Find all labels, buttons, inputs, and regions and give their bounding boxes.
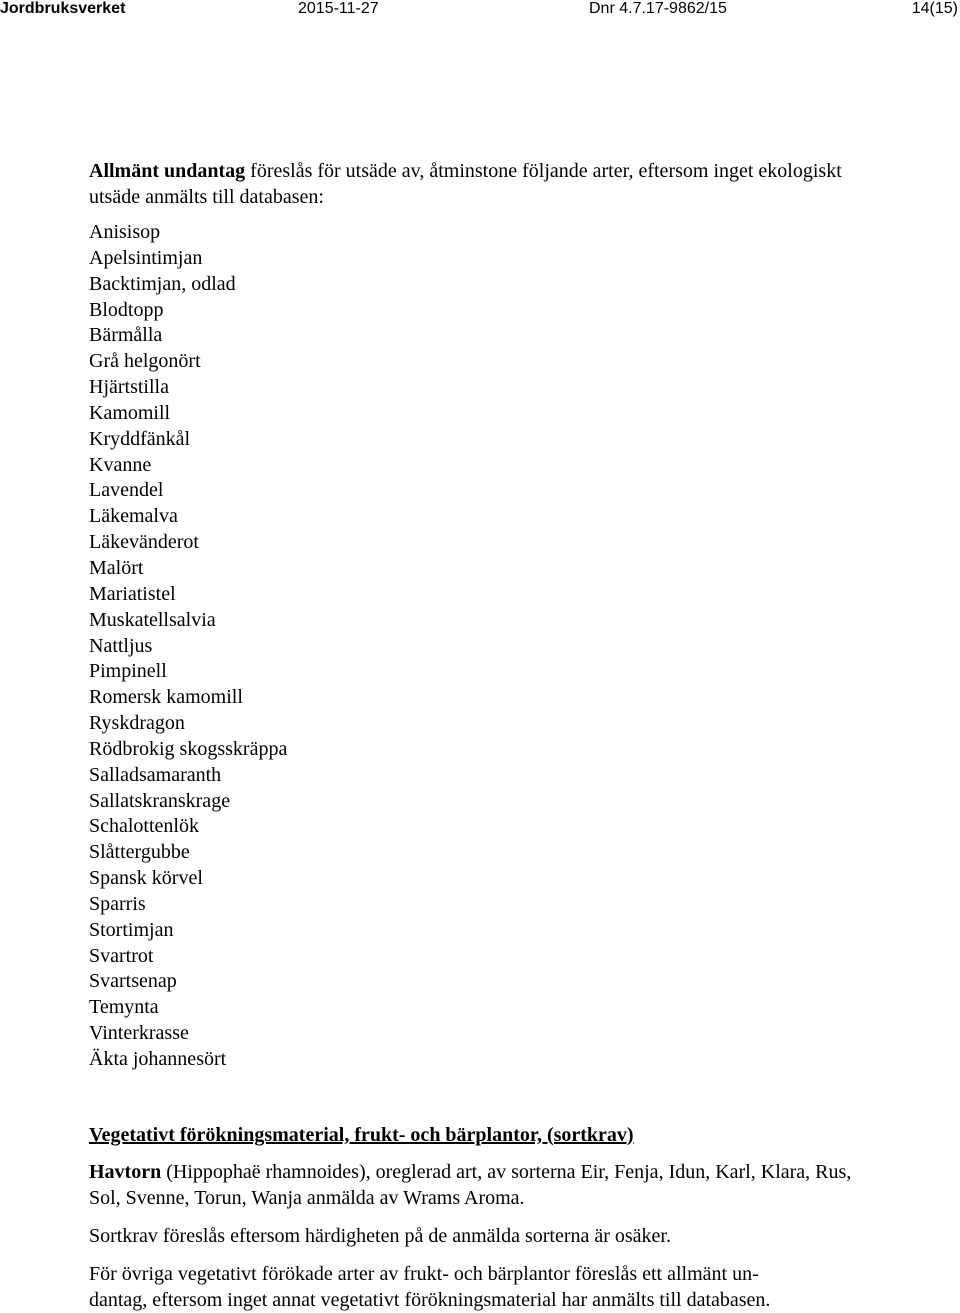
intro-paragraph: [89, 158, 869, 210]
general-exemption-paragraph: [89, 1261, 869, 1313]
species-item: Ryskdragon: [89, 712, 185, 735]
document-date: 2015-11-27: [298, 0, 379, 17]
general-exemption-line-1: För övriga vegetativt förökade arter av frukt- och bärplantor föreslås ett allmänt un-: [89, 1262, 759, 1285]
havtorn-text: (Hippophaë rhamnoides), oreglerad art, av sorterna Eir, Fenja, Idun, Karl, Klara, Rus, Sol, Svenne, Torun, Wanja anmälda av Wrams Aroma.: [89, 1160, 852, 1209]
species-item: Hjärtstilla: [89, 376, 169, 399]
species-item: Salladsamaranth: [89, 763, 222, 786]
species-item: Temynta: [89, 996, 159, 1019]
species-list: [89, 220, 869, 1073]
document-body: [89, 158, 869, 1313]
havtorn-bold: Havtorn: [89, 1160, 162, 1183]
document-number: Dnr 4.7.17-9862/15: [589, 0, 727, 17]
species-item: Spansk körvel: [89, 867, 203, 890]
species-item: Schalottenlök: [89, 815, 199, 838]
species-item: Lavendel: [89, 479, 164, 502]
species-item: Muskatellsalvia: [89, 608, 216, 631]
section-heading: Vegetativt förökningsmaterial, frukt- och bärplantor, (sortkrav): [89, 1123, 634, 1146]
species-item: Läkemalva: [89, 505, 178, 528]
species-item: Kamomill: [89, 401, 171, 424]
species-item: Rödbrokig skogsskräppa: [89, 737, 288, 760]
species-item: Slåttergubbe: [89, 841, 190, 864]
species-item: Malört: [89, 556, 144, 579]
species-item: Sparris: [89, 892, 146, 915]
page-number: 14(15): [911, 0, 958, 17]
species-item: Äkta johannesört: [89, 1048, 227, 1070]
species-item: Kryddfänkål: [89, 427, 191, 450]
general-exemption-line-2: dantag, eftersom inget annat vegetativt förökningsmaterial har anmälts till databasen.: [89, 1288, 771, 1311]
species-item: Romersk kamomill: [89, 686, 243, 709]
species-item: Svartrot: [89, 944, 154, 967]
intro-text: föreslås för utsäde av, åtminstone följande arter, eftersom inget ekologiskt utsäde anmälts till databasen:: [89, 160, 842, 208]
sortkrav-paragraph: Sortkrav föreslås eftersom härdigheten på de anmälda sorterna är osäker.: [89, 1224, 671, 1247]
species-item: Grå helgonört: [89, 350, 201, 373]
species-item: Vinterkrasse: [89, 1022, 189, 1045]
species-item: Anisisop: [89, 221, 161, 243]
species-item: Mariatistel: [89, 582, 176, 605]
havtorn-paragraph: [89, 1159, 869, 1211]
species-item: Bärmålla: [89, 324, 163, 347]
species-item: Pimpinell: [89, 660, 167, 683]
species-item: Stortimjan: [89, 918, 174, 941]
species-item: Nattljus: [89, 634, 153, 657]
species-item: Backtimjan, odlad: [89, 272, 236, 295]
page-header: [0, 0, 960, 20]
species-item: Läkevänderot: [89, 531, 199, 554]
intro-bold-lead: Allmänt undantag: [89, 160, 246, 182]
species-item: Sallatskranskrage: [89, 789, 231, 812]
species-item: Blodtopp: [89, 298, 164, 321]
organization-name: Jordbruksverket: [0, 0, 126, 17]
species-item: Apelsintimjan: [89, 246, 203, 269]
species-item: Kvanne: [89, 453, 152, 476]
species-item: Svartsenap: [89, 970, 177, 993]
